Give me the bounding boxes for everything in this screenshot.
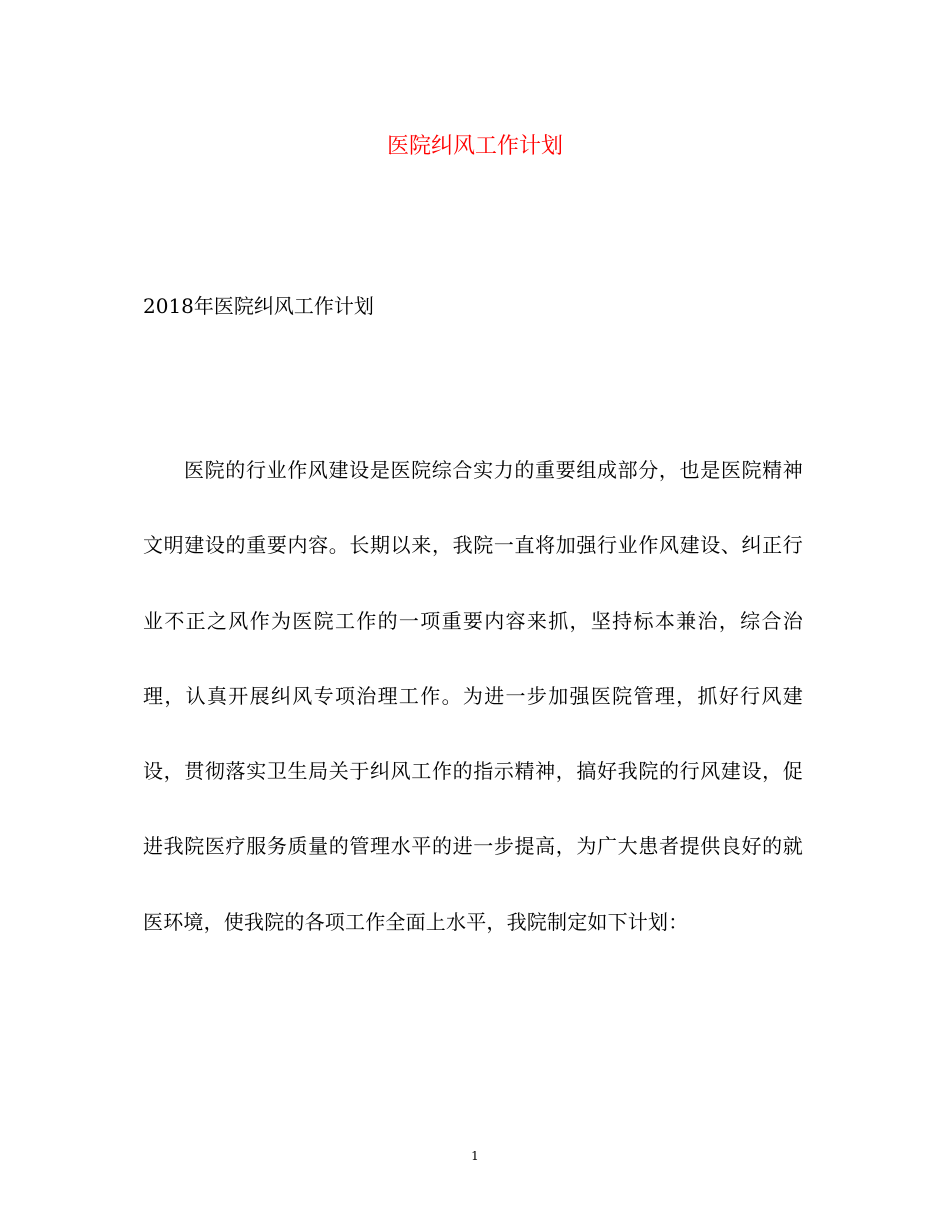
document-subtitle: 2018年医院纠风工作计划	[143, 294, 374, 318]
body-paragraph: 医院的行业作风建设是医院综合实力的重要组成部分，也是医院精神文明建设的重要内容。长期以来，我院一直将加强行业作风建设、纠正行业不正之风作为医院工作的一项重要内容来抓，坚持标本兼治，综合治理，认真开展纠风专项治理工作。为进一步加强医院管理，抓好行风建设，贯彻落实卫生局关于纠风工作的指示精神，搞好我院的行风建设，促进我院医疗服务质量的管理水平的进一步提高，为广大患者提供良好的就医环境，使我院的各项工作全面上水平，我院制定如下计划：	[143, 458, 803, 934]
document-title: 医院纠风工作计划	[386, 134, 563, 159]
page-number: 1	[471, 1149, 479, 1163]
